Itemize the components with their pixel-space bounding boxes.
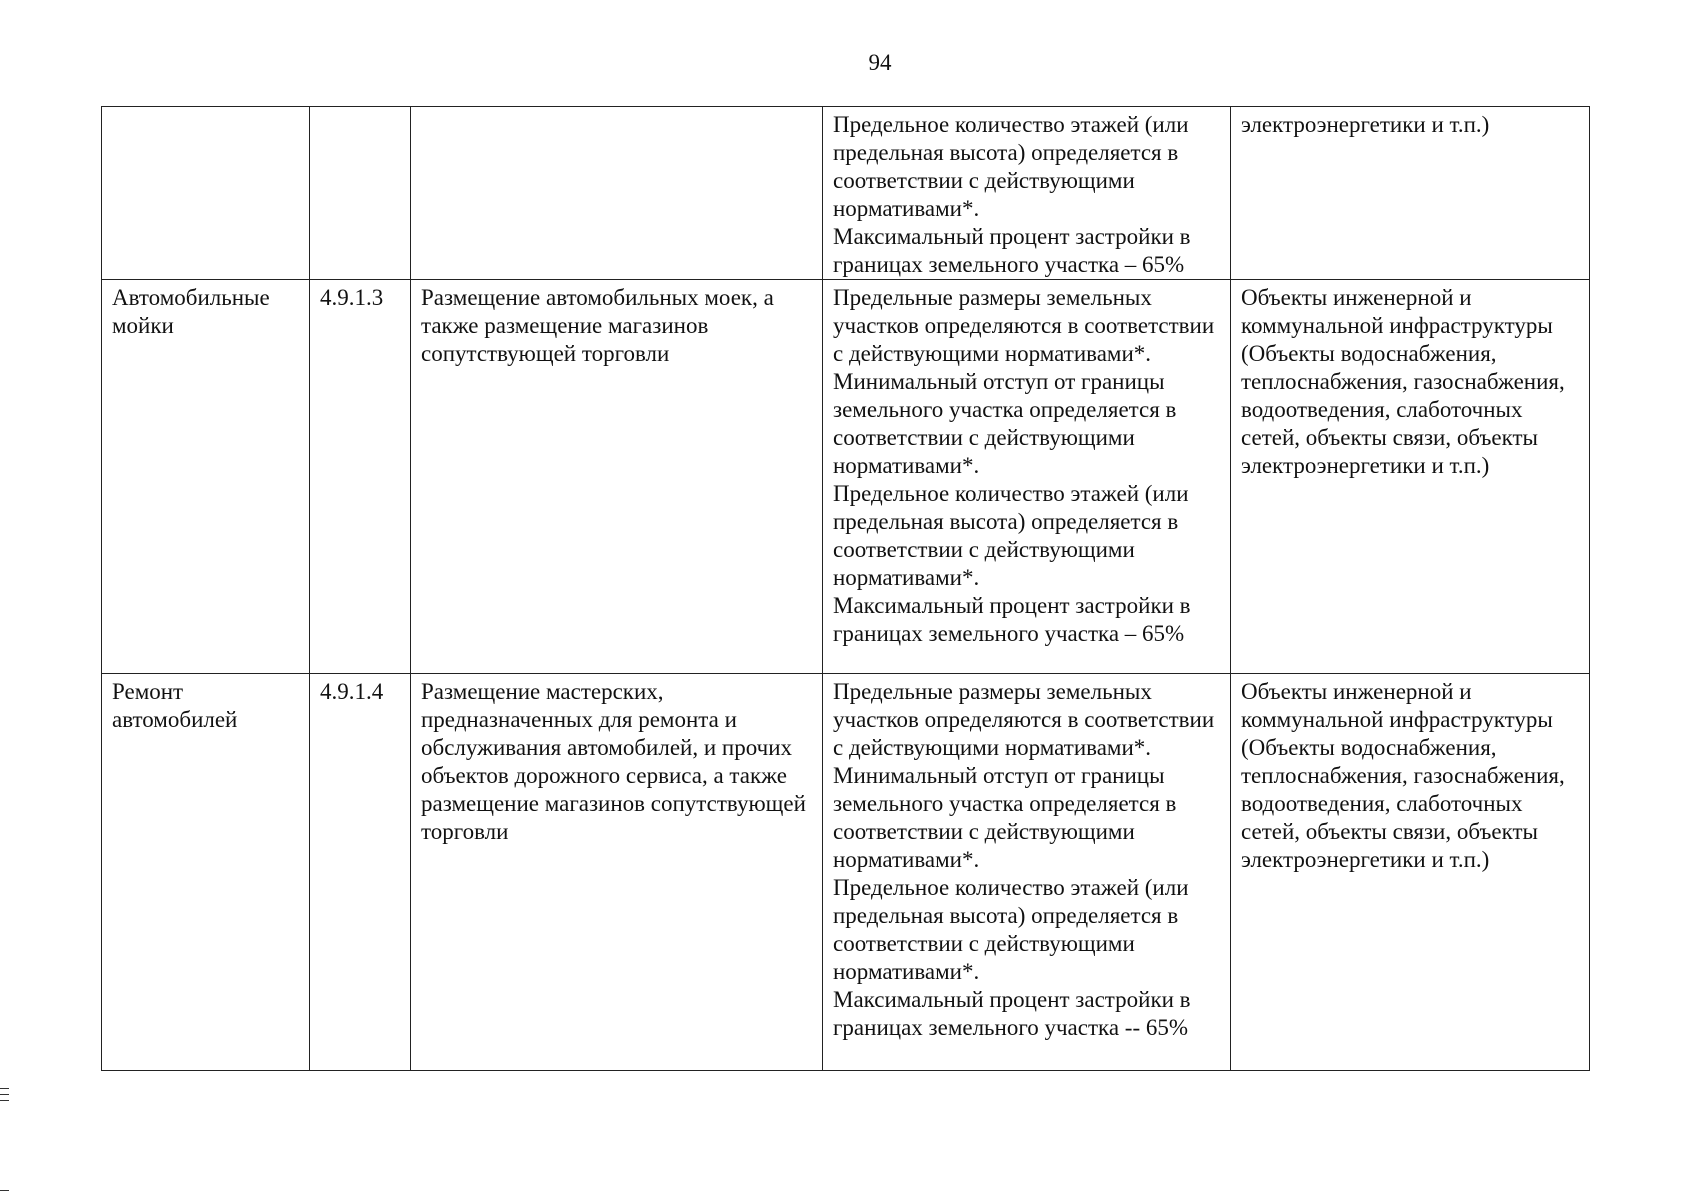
cell-parameters: Предельные размеры земельных участков определяются в соответствии с действующими нормативами*. Минимальный отступ от границы земельного участка определяется в соответствии с действующими нормативами*. Предельное количество этажей (или предельная высота) определяется в соответствии с действующими нормативами*. Максимальный процент застройки в границах земельного участка – 65% xyxy=(823,280,1231,674)
scan-margin-mark xyxy=(0,1094,9,1095)
table-row xyxy=(102,674,1590,1071)
cell-description xyxy=(411,107,823,280)
cell-infrastructure: Объекты инженерной и коммунальной инфраструктуры (Объекты водоснабжения, теплоснабжения, газоснабжения, водоотведения, слаботочных сетей, объекты связи, объекты электроэнергетики и т.п.) xyxy=(1231,674,1590,1071)
cell-parameters: Предельные размеры земельных участков определяются в соответствии с действующими нормативами*. Минимальный отступ от границы земельного участка определяется в соответствии с действующими нормативами*. Предельное количество этажей (или предельная высота) определяется в соответствии с действующими нормативами*. Максимальный процент застройки в границах земельного участка -- 65% xyxy=(823,674,1231,1071)
scan-margin-mark xyxy=(0,1100,9,1101)
land-use-table xyxy=(101,106,1590,1071)
cell-code xyxy=(310,107,411,280)
scan-margin-mark xyxy=(0,1190,9,1191)
scan-margin-mark xyxy=(0,1088,9,1089)
cell-infrastructure: электроэнергетики и т.п.) xyxy=(1231,107,1590,280)
cell-code: 4.9.1.4 xyxy=(310,674,411,1071)
cell-description: Размещение автомобильных моек, а также размещение магазинов сопутствующей торговли xyxy=(411,280,823,674)
table-row xyxy=(102,280,1590,674)
cell-infrastructure: Объекты инженерной и коммунальной инфраструктуры (Объекты водоснабжения, теплоснабжения, газоснабжения, водоотведения, слаботочных сетей, объекты связи, объекты электроэнергетики и т.п.) xyxy=(1231,280,1590,674)
cell-name: Ремонт автомобилей xyxy=(102,674,310,1071)
cell-name: Автомобильные мойки xyxy=(102,280,310,674)
cell-name xyxy=(102,107,310,280)
cell-description: Размещение мастерских, предназначенных для ремонта и обслуживания автомобилей, и прочих объектов дорожного сервиса, а также размещение магазинов сопутствующей торговли xyxy=(411,674,823,1071)
page-number: 94 xyxy=(868,50,892,75)
cell-parameters: Предельное количество этажей (или предельная высота) определяется в соответствии с действующими нормативами*. Максимальный процент застройки в границах земельного участка – 65% xyxy=(823,107,1231,280)
cell-code: 4.9.1.3 xyxy=(310,280,411,674)
table-row xyxy=(102,107,1590,280)
